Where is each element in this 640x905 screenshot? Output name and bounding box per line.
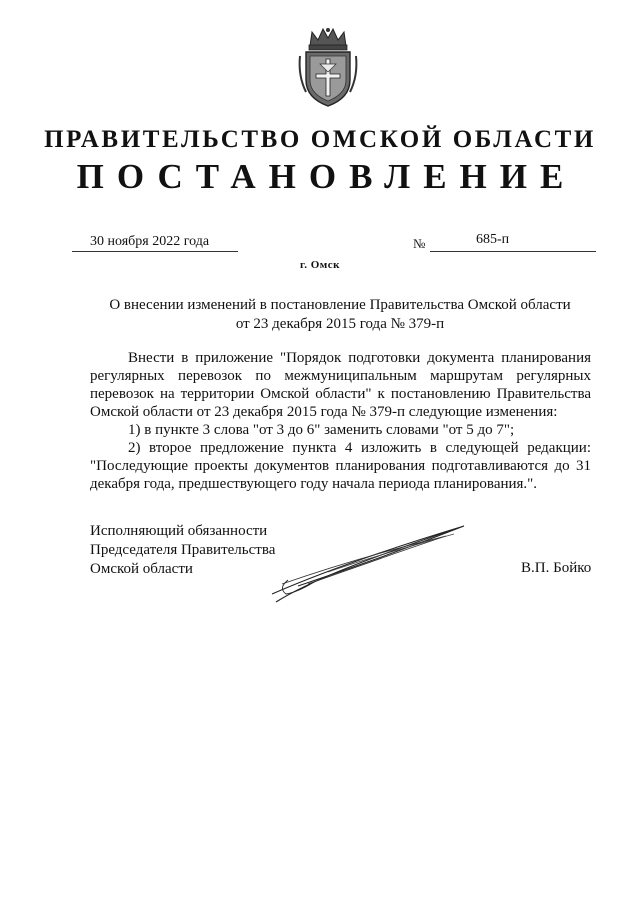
body-paragraph: Внести в приложение "Порядок подготовки документа планирования регулярных перевозок по межмуниципальным маршрутам регулярных перевозок на территории Омской области" к постановлению Правительства Омской области от 23 декабря 2015 года № 379-п следующие изменения: bbox=[90, 350, 591, 420]
body-paragraph: 2) второе предложение пункта 4 изложить в следующей редакции: "Последующие проекты документов планирования подготавливаются до 31 декабря года, предшествующего году начала периода планирования.". bbox=[90, 440, 591, 492]
number-sign: № bbox=[413, 236, 426, 251]
number-underline bbox=[430, 251, 596, 252]
signer-name: В.П. Бойко bbox=[521, 560, 592, 576]
body-paragraph: 1) в пункте 3 слова "от 3 до 6" заменить словами "от 5 до 7"; bbox=[128, 422, 515, 438]
subject-line: О внесении изменений в постановление Правительства Омской области bbox=[109, 297, 571, 313]
document-date: 30 ноября 2022 года bbox=[90, 234, 210, 249]
document-number: 685-п bbox=[476, 232, 510, 247]
document-type-title: ПОСТАНОВЛЕНИЕ bbox=[76, 157, 577, 196]
handwritten-signature-icon bbox=[268, 522, 468, 608]
subject-line: от 23 декабря 2015 года № 379-п bbox=[235, 316, 445, 332]
document-subject bbox=[90, 296, 590, 334]
position-line: Председателя Правительства bbox=[90, 542, 276, 558]
omsk-coat-of-arms-icon bbox=[296, 26, 360, 108]
date-underline bbox=[72, 251, 238, 252]
position-line: Исполняющий обязанности bbox=[90, 523, 268, 539]
position-line: Омской области bbox=[90, 561, 193, 577]
document-body bbox=[90, 349, 591, 493]
government-title: ПРАВИТЕЛЬСТВО ОМСКОЙ ОБЛАСТИ bbox=[44, 126, 596, 153]
signatory-position bbox=[90, 522, 275, 579]
city-label: г. Омск bbox=[299, 259, 341, 271]
